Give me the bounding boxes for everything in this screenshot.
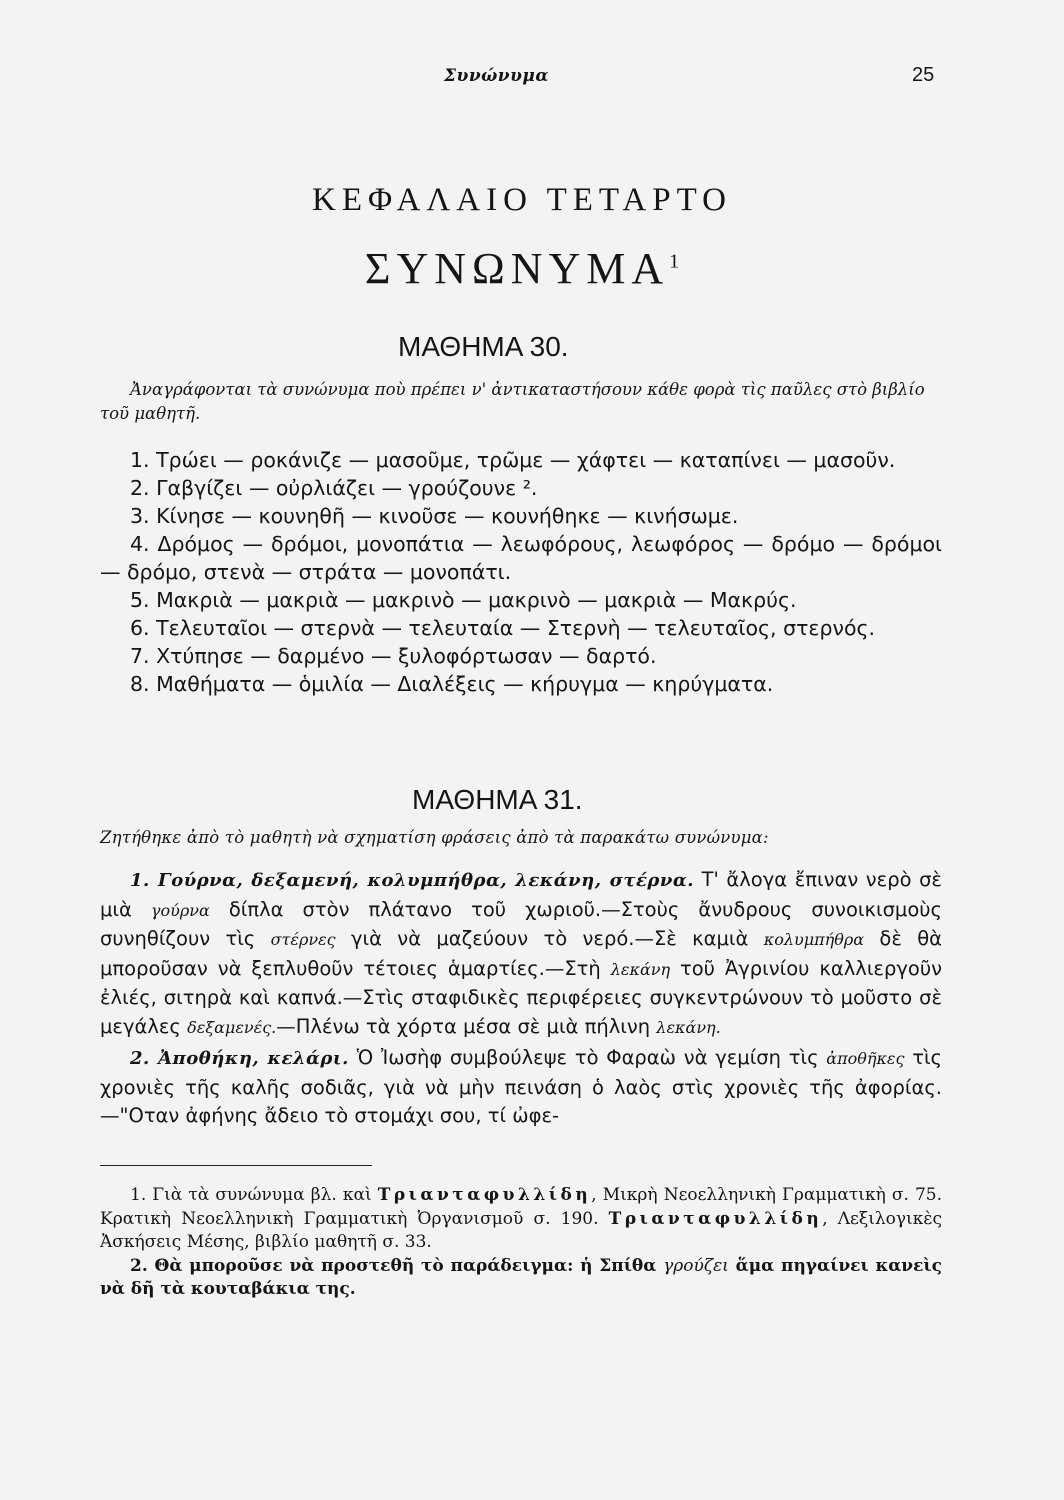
- text-run: Ὁ Ἰωσὴφ συμβούλεψε τὸ Φαραὼ νὰ γεμίση τὶς: [348, 1046, 827, 1069]
- running-title: Συνώνυμα: [444, 66, 549, 86]
- chapter-title-text: ΣΥΝΩΝΥΜΑ: [364, 244, 670, 293]
- title-footnote-marker: 1: [669, 250, 680, 273]
- lesson-30-heading: ΜΑΘΗΜΑ 30.: [398, 331, 569, 362]
- paragraph-2: [100, 1044, 942, 1131]
- lesson-30-answer-list: [100, 446, 942, 698]
- footnote-divider: [100, 1165, 372, 1166]
- chapter-label: ΚΕΦΑΛΑΙΟ ΤΕΤΑΡΤΟ: [311, 182, 732, 218]
- page-number: 25: [912, 64, 935, 86]
- footnote-1: [100, 1184, 942, 1255]
- text-run: δίπλα στὸν πλάτανο τοῦ χωριοῦ.—Στοὺς ἄνυδρους συνοικισμοὺς συνηθίζουν τὶς: [100, 897, 942, 950]
- lesson-31-body: [100, 866, 942, 1133]
- text-run: —Πλένω τὰ χόρτα μέσα σὲ μιὰ πήλινη: [276, 1014, 657, 1038]
- author-name: Τριανταφυλλίδη: [377, 1185, 592, 1205]
- text-run: , Μικρὴ Νεοελληνικὴ Γραμματικὴ σ. 75. Κρατικὴ Νεοελληνικὴ Γραμματικὴ Ὀργανισμοῦ σ. 190.: [100, 1185, 943, 1229]
- list-item: 1. Τρώει — ροκάνιζε — μασοῦμε, τρῶμε — χάφτει — καταπίνει — μασοῦν.: [130, 448, 896, 472]
- paragraph-1: [100, 866, 942, 1042]
- text-run: τὶς χρονιὲς τῆς καλῆς σοδιᾶς, γιὰ νὰ μὴν πεινάση ὁ λαὸς στὶς χρονιὲς τῆς ἀφορίας.—"Οταν ἀφήνης ἄδειο τὸ στομάχι σου, τί ὠφε-: [100, 1046, 943, 1127]
- author-name: Τριανταφυλλίδη: [608, 1208, 823, 1229]
- emphasis-word: στέρνες: [270, 930, 336, 949]
- list-item: 2. Γαβγίζει — οὐρλιάζει — γρούζουνε ².: [130, 476, 538, 500]
- text-run: Τ' ἄλογα ἔπιναν νερὸ σὲ μιὰ: [100, 868, 942, 921]
- footnotes: [100, 1184, 942, 1302]
- list-item: 7. Χτύπησε — δαρμένο — ξυλοφόρτωσαν — δαρτό.: [130, 644, 657, 668]
- list-item: 4. Δρόμος — δρόμοι, μονοπάτια — λεωφόρους, λεωφόρος — δρόμο — δρόμοι — δρόμο, στενὰ — στράτα — μονοπάτι.: [100, 532, 942, 584]
- footnote-2: [100, 1255, 942, 1302]
- text-run: ἅμα πηγαίνει κανεὶς νὰ δῆ τὰ κουταβάκια της.: [100, 1255, 942, 1299]
- paragraph-lead: 1. Γούρνα, δεξαμενή, κολυμπήθρα, λεκάνη, στέρνα.: [130, 870, 695, 891]
- list-item: 8. Μαθήματα — ὁμιλία — Διαλέξεις — κήρυγμα — κηρύγματα.: [130, 672, 774, 696]
- emphasis-word: γρούζει: [663, 1255, 729, 1276]
- emphasis-word: λεκάνη: [610, 959, 671, 979]
- paragraph-lead: 2. Ἀποθήκη, κελάρι.: [130, 1048, 349, 1069]
- text-run: τοῦ Ἀγρινίου καλλιεργοῦν ἐλιές, σιτηρὰ καὶ καπνά.—Στὶς σταφιδικὲς περιφέρειες συγκεντρώνουν τὸ μοῦστο σὲ μεγάλες: [100, 956, 942, 1038]
- list-item: 3. Κίνησε — κουνηθῆ — κινοῦσε — κουνήθηκε — κινήσωμε.: [130, 504, 739, 528]
- chapter-title: [0, 243, 1064, 294]
- list-item: 6. Τελευταῖοι — στερνὰ — τελευταία — Στερνὴ — τελευταῖος, στερνός.: [130, 616, 876, 640]
- emphasis-word: ἀποθῆκες: [826, 1049, 905, 1068]
- text-run: 2. Θὰ μποροῦσε νὰ προστεθῆ τὸ παράδειγμα: ἡ Σπίθα: [130, 1255, 664, 1276]
- text-run: , Λεξιλογικὲς Ἀσκήσεις Μέσης, βιβλίο μαθητῆ σ. 33.: [100, 1208, 942, 1252]
- emphasis-word: δεξαμενές.: [187, 1017, 277, 1037]
- list-item: 5. Μακριὰ — μακριὰ — μακρινὸ — μακρινὸ — μακριὰ — Μακρύς.: [130, 588, 797, 612]
- lesson-30-instruction: Ἀναγράφονται τὰ συνώνυμα ποὺ πρέπει ν' ἀντικαταστήσουν κάθε φορὰ τὶς παῦλες στὸ βιβλίο τοῦ μαθητῆ.: [100, 380, 925, 423]
- text-run: δὲ θὰ μποροῦσαν νὰ ξεπλυθοῦν τέτοιες ἁμαρτίες.—Στὴ: [100, 927, 942, 980]
- lesson-31-heading: ΜΑΘΗΜΑ 31.: [412, 784, 583, 815]
- text-run: 1. Γιὰ τὰ συνώνυμα βλ. καὶ: [130, 1185, 378, 1205]
- text-run: γιὰ νὰ μαζεύουν τὸ νερό.—Σὲ καμιὰ: [335, 927, 764, 950]
- emphasis-word: λεκάνη.: [656, 1017, 721, 1037]
- lesson-31-instruction: Ζητήθηκε ἀπὸ τὸ μαθητὴ νὰ σχηματίση φράσεις ἀπὸ τὰ παρακάτω συνώνυμα:: [100, 828, 769, 847]
- emphasis-word: κολυμπήθρα: [763, 930, 865, 949]
- emphasis-word: γούρνα: [150, 900, 210, 920]
